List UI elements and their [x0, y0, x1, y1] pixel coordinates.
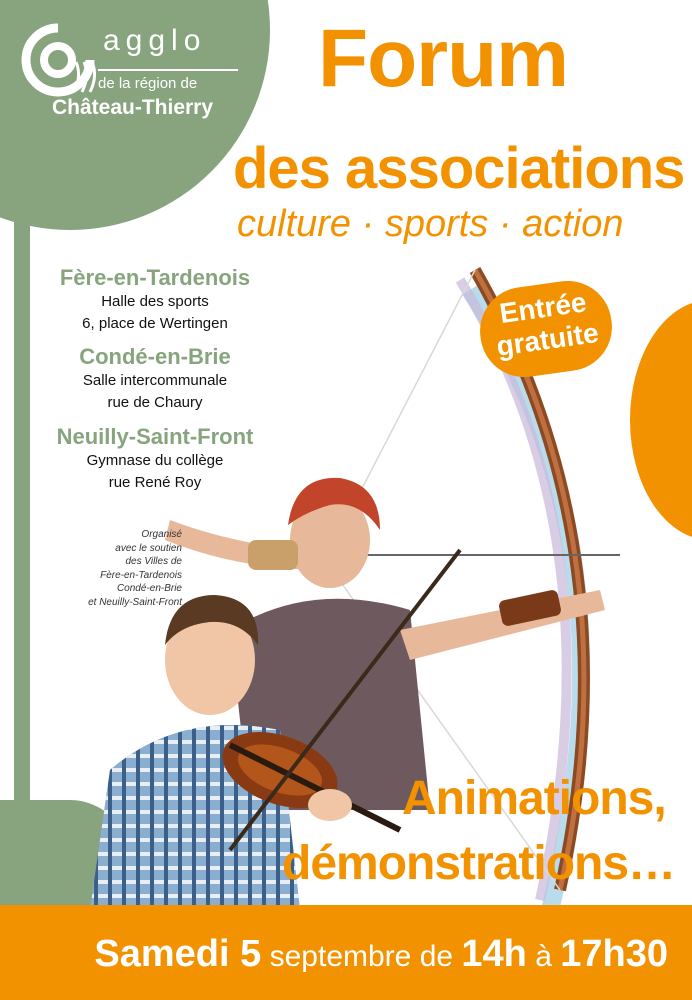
date-joiner: à — [526, 940, 561, 973]
organizers-line: avec le soutien — [115, 542, 182, 554]
agglo-logo-icon — [18, 20, 108, 100]
organizers-line: Fère-en-Tardenois — [100, 569, 182, 581]
organizers-line: Condé-en-Brie — [116, 583, 182, 594]
tagline: culture · sports · action — [237, 203, 624, 245]
date-day: Samedi 5 — [94, 933, 262, 975]
page-title: Forum — [318, 13, 569, 104]
venue-neuilly-saint-front — [0, 424, 320, 494]
organizers-line: des Villes de — [125, 556, 182, 567]
venue-city: Fère-en-Tardenois — [59, 265, 251, 290]
venue-city: Neuilly-Saint-Front — [56, 424, 254, 449]
badge-line-2: gratuite — [494, 316, 601, 362]
venue-city: Condé-en-Brie — [79, 344, 231, 369]
date-start: 14h — [461, 933, 527, 975]
venue-place: Halle des sports — [101, 293, 209, 311]
venue-fere-en-tardenois — [0, 265, 320, 335]
date-month: septembre de — [261, 940, 462, 973]
badge-line-1: Entrée — [497, 286, 589, 330]
logo-city: Château-Thierry — [52, 96, 214, 119]
organizers-line: Organisé — [141, 529, 182, 540]
animations-line-1: Animations, — [402, 772, 666, 825]
organizers-line: et Neuilly-Saint-Front — [88, 596, 182, 608]
logo-wordmark: agglo — [103, 24, 207, 57]
venue-address: 6, place de Wertingen — [82, 315, 228, 333]
page-subtitle: des associations — [233, 136, 685, 201]
venue-place: Gymnase du collège — [86, 452, 224, 470]
venue-conde-en-brie — [0, 344, 320, 414]
animations-line-2: démonstrations… — [282, 837, 676, 890]
venue-address: rue René Roy — [108, 474, 202, 492]
logo-subtitle: de la région de — [98, 75, 198, 92]
date-end: 17h30 — [560, 933, 668, 975]
venue-place: Salle intercommunale — [82, 372, 228, 390]
venue-address: rue de Chaury — [107, 394, 203, 412]
free-entry-badge — [474, 275, 617, 382]
organizers-note — [42, 528, 182, 609]
logo-divider — [98, 69, 238, 71]
